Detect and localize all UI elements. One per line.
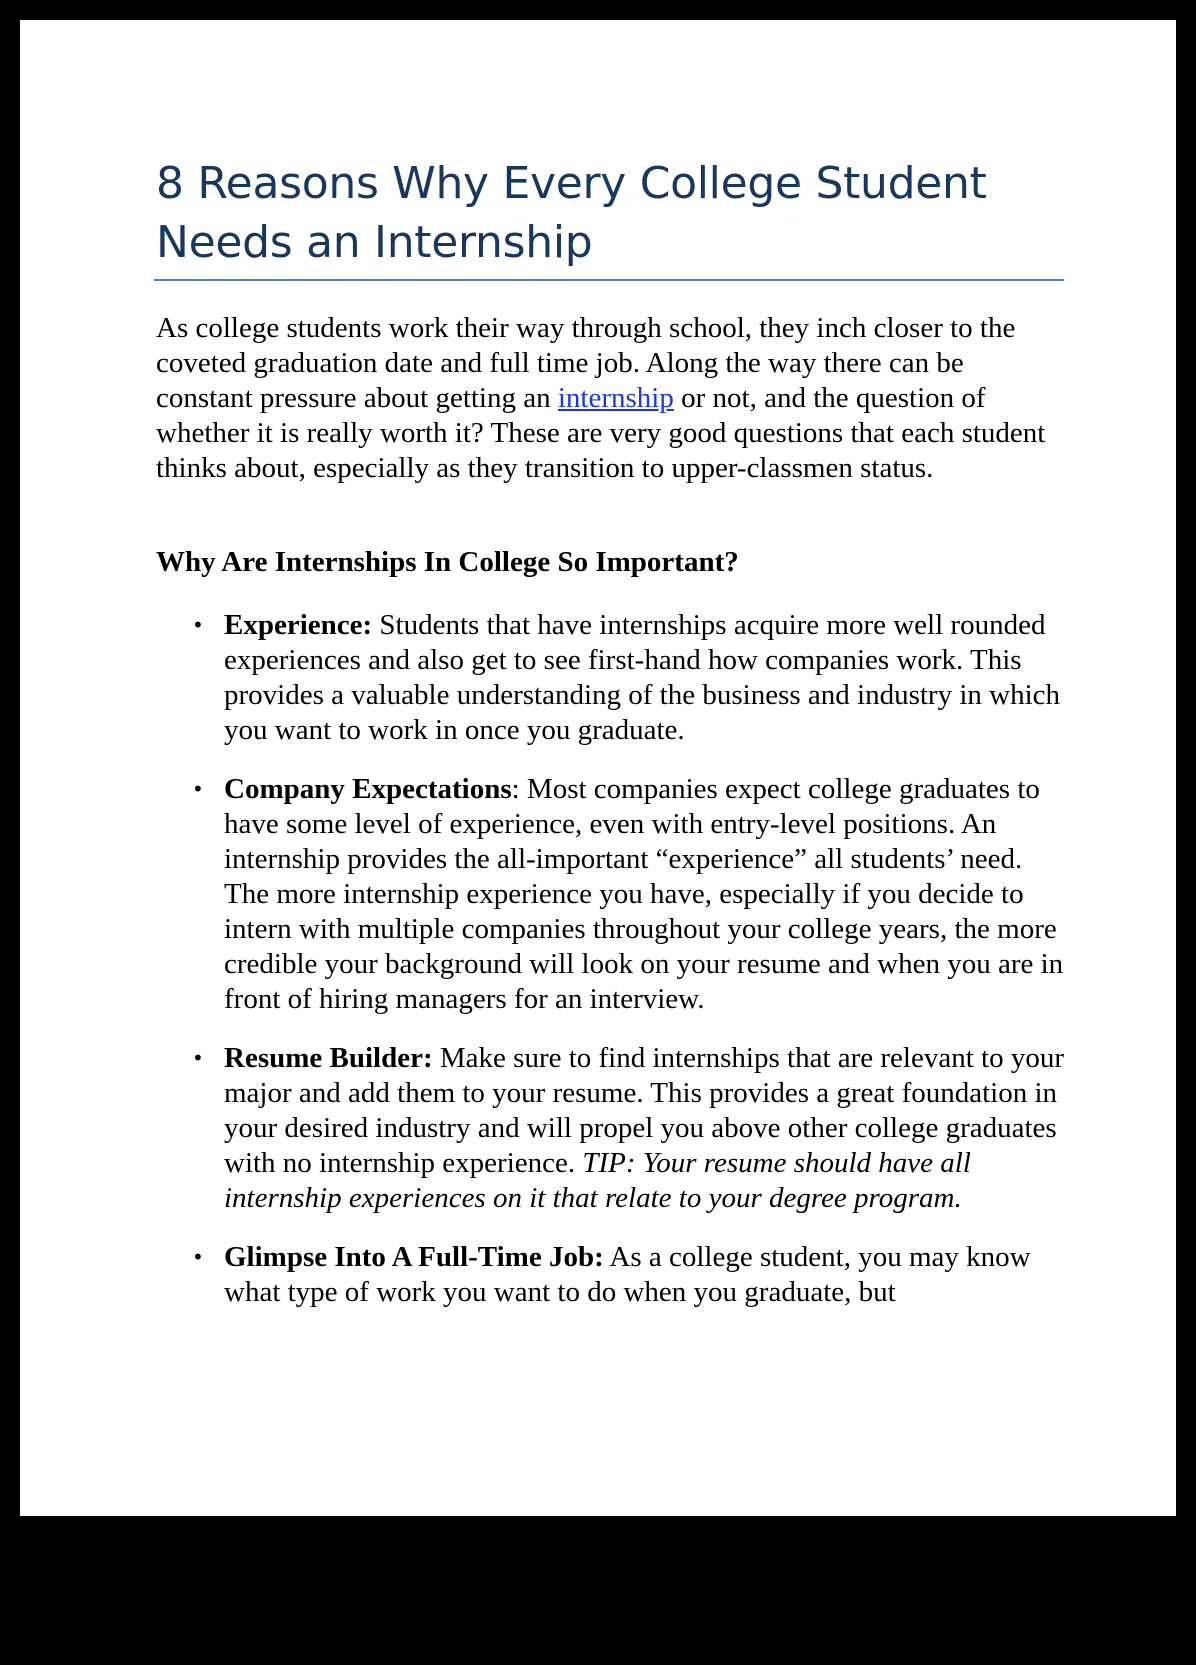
reason-text: As a college student, you may know what type of work you want to do when you graduate, but [224, 1241, 1031, 1308]
reason-term: Company Expectations [224, 773, 512, 805]
reason-text: : Most companies expect college graduates to have some level of experience, even with entry-level positions. An internship provides the all-important “experience” all students’ need. The more internship experience you have, especially if you decide to intern with multiple companies throughout your college years, the more credible your background will look on your resume and when you are in front of hiring managers for an interview. [224, 773, 1064, 1015]
intro-text-before-link: As college students work their way through school, they inch closer to the coveted graduation date and full time job. Along the way there can be constant pressure about getting an [156, 312, 1016, 414]
list-item [156, 1240, 1066, 1310]
reason-term: Resume Builder: [224, 1042, 433, 1074]
bullet-icon: • [192, 613, 204, 637]
title-underline-rule [154, 279, 1064, 281]
intro-text-after-link: or not, and the question of whether it is really worth it? These are very good questions that each student thinks about, especially as they transition to upper-classmen status. [156, 382, 1046, 484]
document-title: 8 Reasons Why Every College Student Needs an Internship [156, 158, 987, 268]
reason-term: Experience: [224, 609, 373, 641]
reasons-list [156, 608, 1066, 1334]
list-item [156, 608, 1066, 748]
reason-text: Students that have internships acquire more well rounded experiences and also get to see first-hand how companies work. This provides a valuable understanding of the business and industry in which you want to work in once you graduate. [224, 609, 1061, 746]
bullet-icon: • [192, 1245, 204, 1269]
section-subheading: Why Are Internships In College So Important? [156, 546, 739, 578]
reason-text: Make sure to find internships that are relevant to your major and add them to your resume. This provides a great foundation in your desired industry and will propel you above other college graduates with no internship experience. [224, 1042, 1064, 1179]
list-item [156, 1041, 1066, 1216]
internship-link[interactable]: internship [557, 382, 674, 414]
list-item [156, 772, 1066, 1017]
bullet-icon: • [192, 1046, 204, 1070]
intro-paragraph [156, 311, 1061, 486]
reason-term: Glimpse Into A Full-Time Job: [224, 1241, 604, 1273]
bullet-icon: • [192, 777, 204, 801]
reason-tip: TIP: Your resume should have all internship experiences on it that relate to your degree program. [224, 1147, 971, 1214]
document-page [20, 20, 1176, 1516]
